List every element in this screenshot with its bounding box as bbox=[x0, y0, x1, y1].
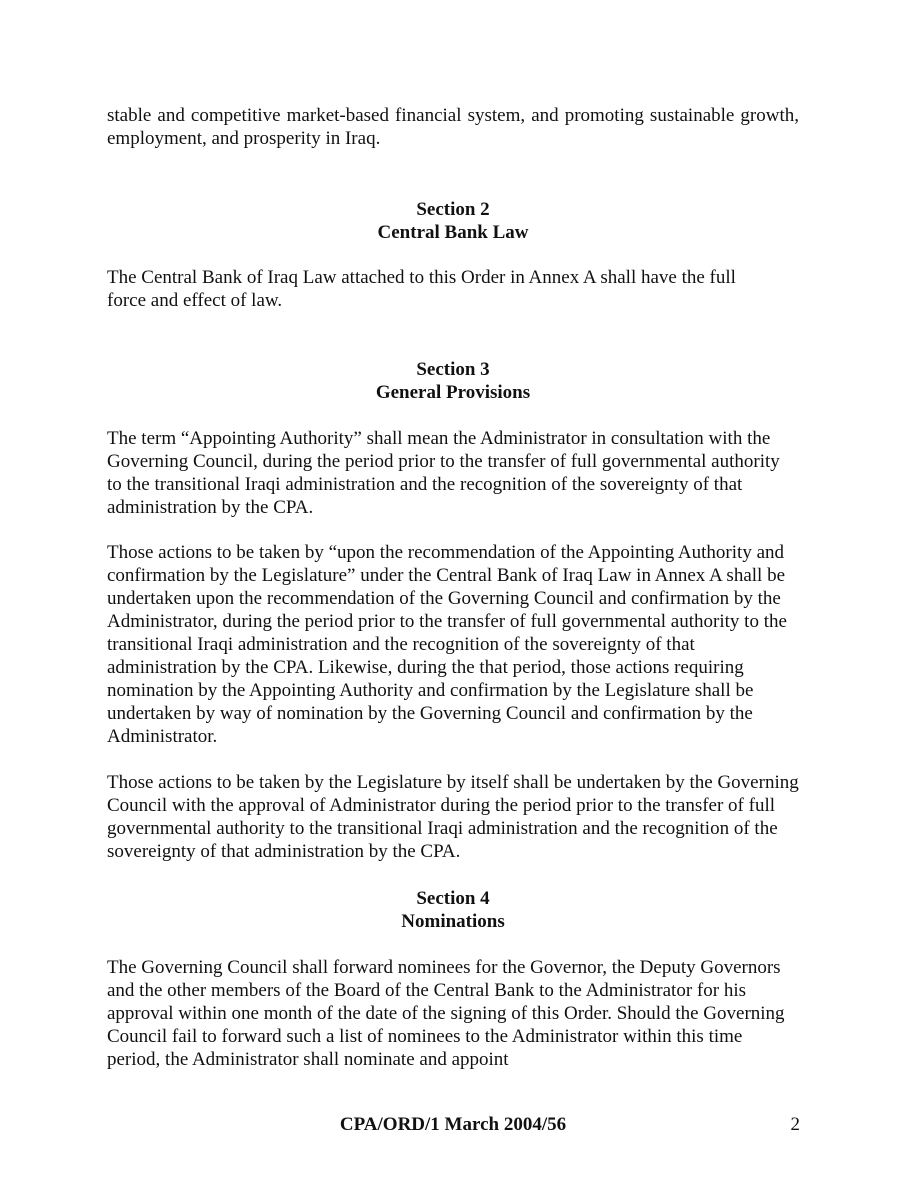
section-3-paragraph-3: Those actions to be taken by the Legislature by itself shall be undertaken by the Governing Council with the approval of Administrator during the period prior to the transfer of full governmental authority to the transitional Iraqi administration and the recognition of the sovereignty of that administration by the CPA. bbox=[107, 772, 799, 862]
section-4-number: Section 4 bbox=[416, 888, 490, 909]
section-2-number: Section 2 bbox=[416, 199, 490, 220]
section-2-heading bbox=[107, 198, 799, 244]
section-2-title: Central Bank Law bbox=[377, 222, 529, 243]
section-4-paragraph: The Governing Council shall forward nominees for the Governor, the Deputy Governors and the other members of the Board of the Central Bank to the Administrator for his approval within one month of the date of the signing of this Order. Should the Governing Council fail to forward such a list of nominees to the Administrator within this time period, the Administrator shall nominate and appoint bbox=[107, 957, 785, 1070]
document-reference: CPA/ORD/1 March 2004/56 bbox=[339, 1114, 567, 1135]
section-3-number: Section 3 bbox=[416, 359, 490, 380]
section-3-paragraph-1: The term “Appointing Authority” shall mean the Administrator in consultation with the Governing Council, during the period prior to the transfer of full governmental authority to the transitional Iraqi administration and the recognition of the sovereignty of that administration by the CPA. bbox=[107, 428, 780, 518]
section-3-paragraph-2: Those actions to be taken by “upon the recommendation of the Appointing Authority and confirmation by the Legislature” under the Central Bank of Iraq Law in Annex A shall be undertaken upon the recommendation of the Governing Council and confirmation by the Administrator, during the period prior to the transfer of full governmental authority to the transitional Iraqi administration and the recognition of the sovereignty of that administration by the CPA. Likewise, during the that period, those actions requiring nomination by the Appointing Authority and confirmation by the Legislature shall be undertaken by way of nomination by the Governing Council and confirmation by the Administrator. bbox=[107, 542, 787, 747]
section-2-paragraph: The Central Bank of Iraq Law attached to this Order in Annex A shall have the full force and effect of law. bbox=[107, 267, 736, 311]
section-3-heading bbox=[107, 358, 799, 404]
section-4-heading bbox=[107, 887, 799, 933]
intro-paragraph: stable and competitive market-based financial system, and promoting sustainable growth, employment, and prosperity in Iraq. bbox=[107, 105, 799, 149]
section-3-title: General Provisions bbox=[375, 382, 531, 403]
section-4-title: Nominations bbox=[401, 911, 505, 932]
page-number: 2 bbox=[790, 1114, 800, 1135]
